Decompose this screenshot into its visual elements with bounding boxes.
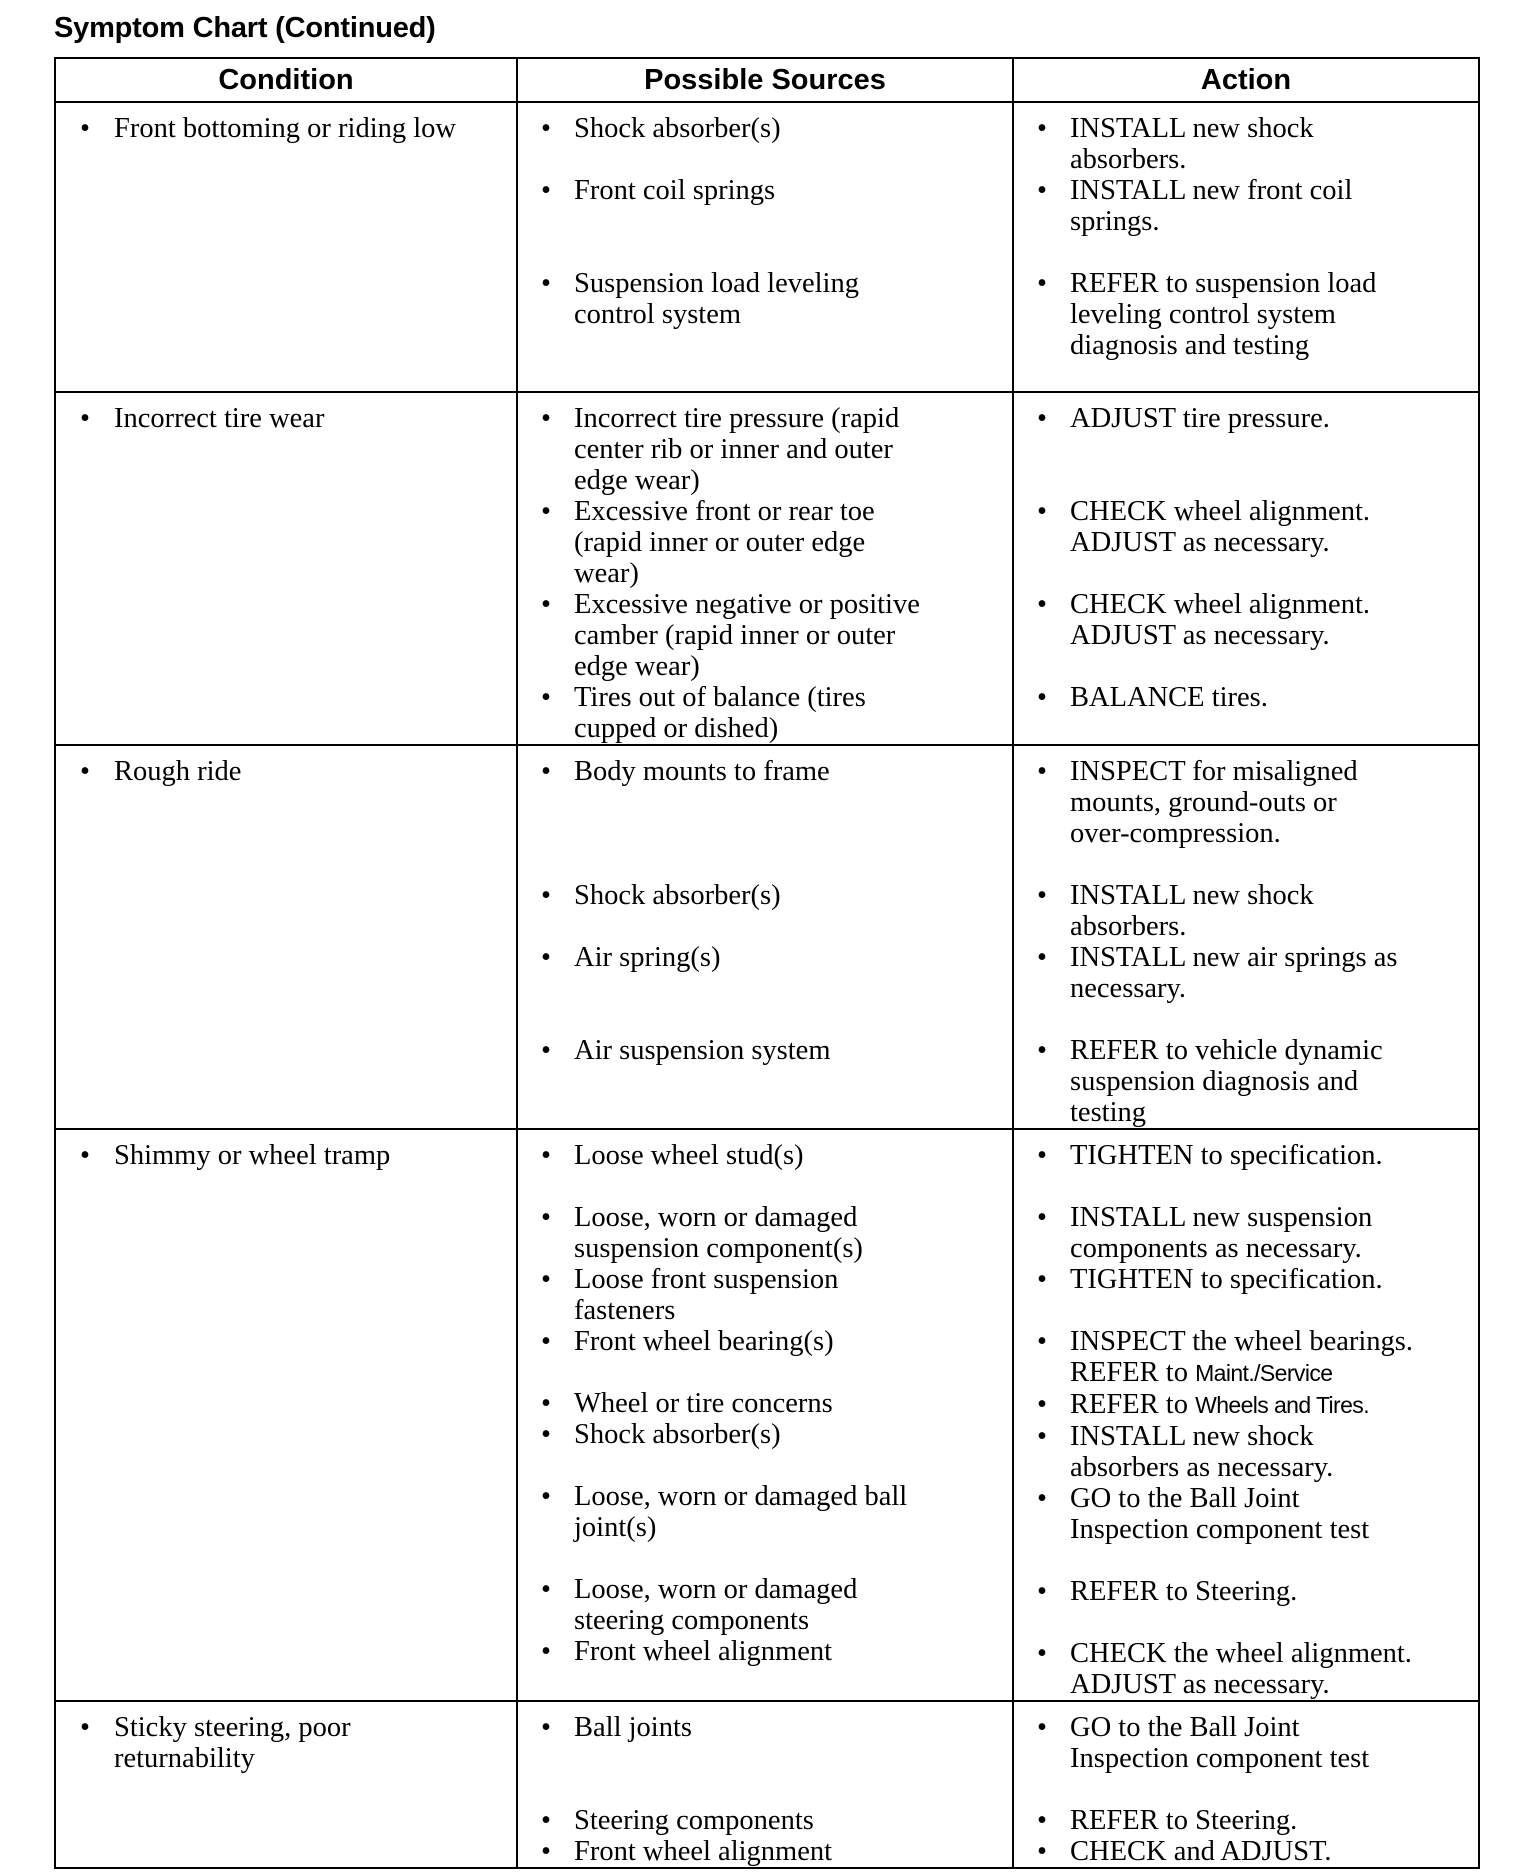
action-cell xyxy=(1013,392,1479,745)
condition-item: • Rough ride xyxy=(80,756,242,787)
action-item: • REFER to suspension load leveling control system diagnosis and testing xyxy=(1037,268,1377,361)
condition-cell xyxy=(55,1701,517,1868)
action-item: • TIGHTEN to specification. xyxy=(1037,1264,1383,1295)
action-cell xyxy=(1013,1129,1479,1701)
condition-cell xyxy=(55,1129,517,1701)
table-row xyxy=(55,392,1479,745)
action-item: • GO to the Ball Joint Inspection component test xyxy=(1037,1483,1370,1545)
table-row xyxy=(55,1129,1479,1701)
source-item: • Excessive negative or positive camber (rapid inner or outer edge wear) xyxy=(541,589,920,682)
sources-cell xyxy=(517,1701,1013,1868)
header-condition: Condition xyxy=(55,58,517,102)
action-item: • REFER to Steering. xyxy=(1037,1805,1298,1836)
action-item: • CHECK wheel alignment. ADJUST as necessary. xyxy=(1037,589,1370,651)
condition-cell xyxy=(55,102,517,392)
source-item: • Shock absorber(s) xyxy=(541,1419,781,1450)
action-item: • INSPECT for misaligned mounts, ground-outs or over-compression. xyxy=(1037,756,1358,849)
condition-cell xyxy=(55,392,517,745)
action-item: • INSTALL new shock absorbers. xyxy=(1037,880,1314,942)
action-item: • CHECK the wheel alignment. ADJUST as necessary. xyxy=(1037,1638,1412,1700)
sources-cell xyxy=(517,392,1013,745)
condition-cell xyxy=(55,745,517,1129)
source-item: • Front wheel alignment xyxy=(541,1836,833,1867)
action-item: • INSTALL new front coil springs. xyxy=(1037,175,1353,237)
source-item: • Air suspension system xyxy=(541,1035,831,1066)
source-item: • Front wheel alignment xyxy=(541,1636,833,1667)
source-item: • Loose front suspension fasteners xyxy=(541,1264,839,1326)
source-item: • Loose, worn or damaged ball joint(s) xyxy=(541,1481,908,1543)
source-item: • Ball joints xyxy=(541,1712,692,1743)
source-item: • Excessive front or rear toe (rapid inner or outer edge wear) xyxy=(541,496,875,589)
condition-item: • Shimmy or wheel tramp xyxy=(80,1140,391,1171)
source-item: • Front coil springs xyxy=(541,175,776,206)
action-item: • INSPECT the wheel bearings. REFER to Maint./Service xyxy=(1037,1326,1414,1388)
source-item: • Wheel or tire concerns xyxy=(541,1388,833,1419)
action-item: • REFER to Steering. xyxy=(1037,1576,1298,1607)
action-item: • INSTALL new suspension components as necessary. xyxy=(1037,1202,1373,1264)
table-row xyxy=(55,1701,1479,1868)
source-item: • Tires out of balance (tires cupped or dished) xyxy=(541,682,866,744)
source-item: • Shock absorber(s) xyxy=(541,113,781,144)
sources-cell xyxy=(517,1129,1013,1701)
action-item: • CHECK wheel alignment. ADJUST as necessary. xyxy=(1037,496,1370,558)
bullet: • xyxy=(80,113,90,144)
action-cell xyxy=(1013,1701,1479,1868)
action-item: • INSTALL new shock absorbers. xyxy=(1037,113,1314,175)
source-item: • Steering components xyxy=(541,1805,814,1836)
source-item: • Loose, worn or damaged steering components xyxy=(541,1574,858,1636)
action-item: • REFER to vehicle dynamic suspension diagnosis and testing xyxy=(1037,1035,1383,1128)
page-title: Symptom Chart (Continued) xyxy=(54,12,436,44)
condition-item: • Incorrect tire wear xyxy=(80,403,325,434)
source-item: • Shock absorber(s) xyxy=(541,880,781,911)
source-item: • Front wheel bearing(s) xyxy=(541,1326,834,1357)
action-cell xyxy=(1013,745,1479,1129)
table-header-row xyxy=(55,58,1479,102)
action-item: • ADJUST tire pressure. xyxy=(1037,403,1330,434)
table-row xyxy=(55,102,1479,392)
condition-item: • Sticky steering, poor returnability xyxy=(80,1712,351,1774)
action-item: • TIGHTEN to specification. xyxy=(1037,1140,1383,1171)
action-item: • BALANCE tires. xyxy=(1037,682,1268,713)
table-row xyxy=(55,745,1479,1129)
source-item: • Body mounts to frame xyxy=(541,756,830,787)
sources-cell xyxy=(517,102,1013,392)
symptom-chart-table xyxy=(54,57,1480,1869)
header-possible-sources: Possible Sources xyxy=(517,58,1013,102)
source-item: • Air spring(s) xyxy=(541,942,721,973)
condition-item: • Front bottoming or riding low xyxy=(56,113,516,144)
action-item: • GO to the Ball Joint Inspection component test xyxy=(1037,1712,1370,1774)
action-item: • INSTALL new shock absorbers as necessary. xyxy=(1037,1421,1334,1483)
action-item: • CHECK and ADJUST. xyxy=(1037,1836,1332,1867)
action-cell xyxy=(1013,102,1479,392)
sources-cell xyxy=(517,745,1013,1129)
source-item: • Incorrect tire pressure (rapid center rib or inner and outer edge wear) xyxy=(541,403,900,496)
source-item: • Loose wheel stud(s) xyxy=(541,1140,804,1171)
action-item: • INSTALL new air springs as necessary. xyxy=(1037,942,1398,1004)
source-item: • Suspension load leveling control system xyxy=(541,268,859,330)
action-item: • REFER to Wheels and Tires. xyxy=(1037,1389,1369,1420)
header-action: Action xyxy=(1013,58,1479,102)
source-item: • Loose, worn or damaged suspension component(s) xyxy=(541,1202,863,1264)
